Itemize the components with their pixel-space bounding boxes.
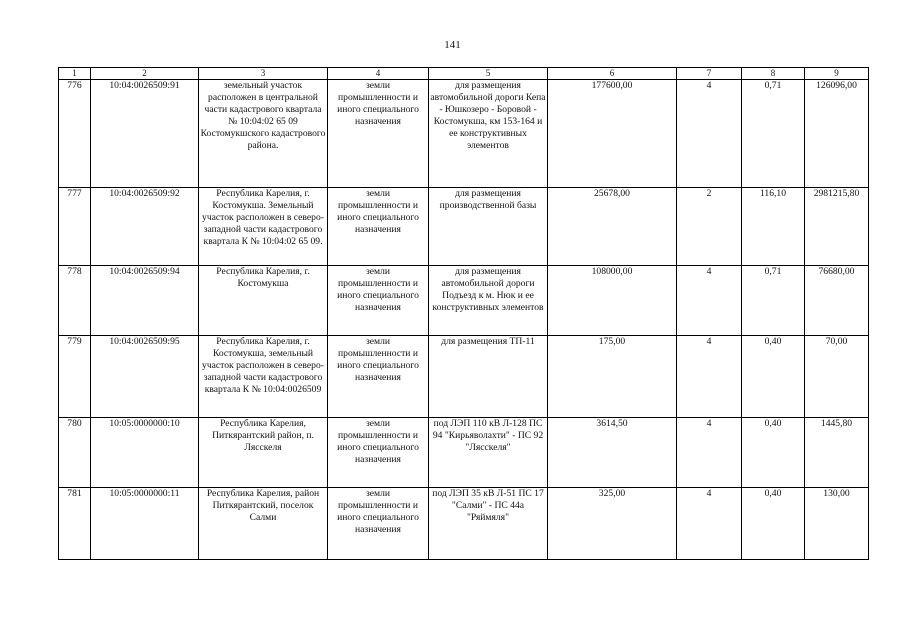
rate-cell: 116,10: [742, 188, 805, 266]
table-row: [59, 418, 869, 488]
row-number-cell: 780: [59, 418, 91, 488]
land-category-cell: земли промышленности и иного специального назначения: [328, 80, 429, 188]
rate-cell: 0,40: [742, 418, 805, 488]
permitted-use-cell: для размещения автомобильной дороги Кепа - Юшкозеро - Боровой - Костомукша, км 153-164 и ее конструктивных элементов: [429, 80, 548, 188]
address-cell: Республика Карелия, г. Костомукша: [199, 266, 328, 336]
land-category-cell: земли промышленности и иного специального назначения: [328, 188, 429, 266]
area-cell: 108000,00: [548, 266, 677, 336]
row-number-cell: 779: [59, 336, 91, 418]
coefficient-cell: 2: [677, 188, 742, 266]
address-cell: Республика Карелия, г. Костомукша, земельный участок расположен в северо-западной части кадастрового квартала К № 10:04:0026509: [199, 336, 328, 418]
permitted-use-cell: для размещения автомобильной дороги Подъезд к м. Нюк и ее конструктивных элементов: [429, 266, 548, 336]
cadastral-number-cell: 10:04:0026509:92: [91, 188, 199, 266]
column-number: 9: [805, 68, 869, 80]
row-number-cell: 781: [59, 488, 91, 560]
cadastral-number-cell: 10:04:0026509:95: [91, 336, 199, 418]
rate-cell: 0,71: [742, 266, 805, 336]
column-number: 4: [328, 68, 429, 80]
cadastral-number-cell: 10:05:0000000:11: [91, 488, 199, 560]
column-number: 5: [429, 68, 548, 80]
land-category-cell: земли промышленности и иного специального назначения: [328, 336, 429, 418]
row-number-cell: 776: [59, 80, 91, 188]
cadastral-number-cell: 10:05:0000000:10: [91, 418, 199, 488]
land-category-cell: земли промышленности и иного специального назначения: [328, 418, 429, 488]
area-cell: 325,00: [548, 488, 677, 560]
cadastral-value-cell: 70,00: [805, 336, 869, 418]
address-cell: земельный участок расположен в центральной части кадастрового квартала № 10:04:02 65 09 Костомукшского кадастрового района.: [199, 80, 328, 188]
address-cell: Республика Карелия, Питкярантский район, п. Лясскеля: [199, 418, 328, 488]
column-number: 2: [91, 68, 199, 80]
column-number: 8: [742, 68, 805, 80]
area-cell: 175,00: [548, 336, 677, 418]
table-row: [59, 188, 869, 266]
coefficient-cell: 4: [677, 418, 742, 488]
column-number: 3: [199, 68, 328, 80]
table-row: [59, 80, 869, 188]
cadastral-number-cell: 10:04:0026509:91: [91, 80, 199, 188]
row-number-cell: 777: [59, 188, 91, 266]
cadastral-value-cell: 130,00: [805, 488, 869, 560]
land-category-cell: земли промышленности и иного специального назначения: [328, 266, 429, 336]
column-number: 1: [59, 68, 91, 80]
row-number-cell: 778: [59, 266, 91, 336]
land-plots-table: [58, 67, 869, 560]
coefficient-cell: 4: [677, 336, 742, 418]
cadastral-value-cell: 2981215,80: [805, 188, 869, 266]
column-number-row: [59, 68, 869, 80]
area-cell: 177600,00: [548, 80, 677, 188]
cadastral-number-cell: 10:04:0026509:94: [91, 266, 199, 336]
column-number: 7: [677, 68, 742, 80]
permitted-use-cell: под ЛЭП 35 кВ Л-51 ПС 17 "Салми" - ПС 44а "Ряймяля": [429, 488, 548, 560]
land-category-cell: земли промышленности и иного специального назначения: [328, 488, 429, 560]
page-number: 141: [444, 39, 461, 51]
address-cell: Республика Карелия, район Питкярантский, поселок Салми: [199, 488, 328, 560]
table-row: [59, 488, 869, 560]
permitted-use-cell: для размещения производственной базы: [429, 188, 548, 266]
table-row: [59, 266, 869, 336]
area-cell: 25678,00: [548, 188, 677, 266]
cadastral-value-cell: 126096,00: [805, 80, 869, 188]
area-cell: 3614,50: [548, 418, 677, 488]
address-cell: Республика Карелия, г. Костомукша. Земельный участок расположен в северо-западной части кадастрового квартала К № 10:04:02 65 09.: [199, 188, 328, 266]
table-row: [59, 336, 869, 418]
rate-cell: 0,40: [742, 488, 805, 560]
cadastral-value-cell: 1445,80: [805, 418, 869, 488]
permitted-use-cell: для размещения ТП-11: [429, 336, 548, 418]
cadastral-value-cell: 76680,00: [805, 266, 869, 336]
rate-cell: 0,71: [742, 80, 805, 188]
coefficient-cell: 4: [677, 488, 742, 560]
coefficient-cell: 4: [677, 266, 742, 336]
rate-cell: 0,40: [742, 336, 805, 418]
column-number: 6: [548, 68, 677, 80]
coefficient-cell: 4: [677, 80, 742, 188]
permitted-use-cell: под ЛЭП 110 кВ Л-128 ПС 94 "Кирьяволахти" - ПС 92 "Лясскеля": [429, 418, 548, 488]
